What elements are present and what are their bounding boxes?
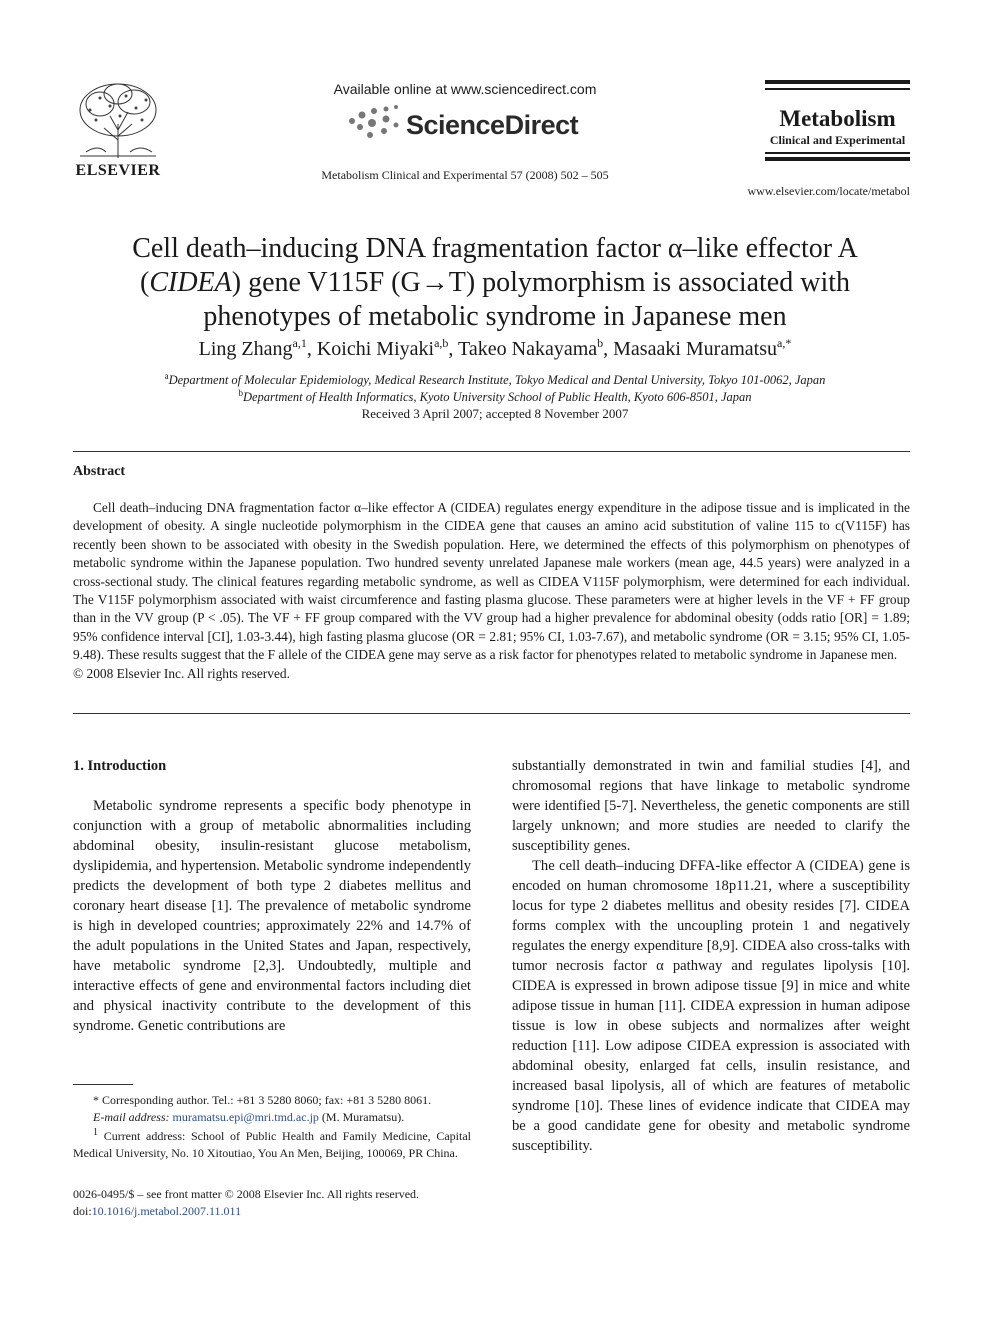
sciencedirect-dots-icon	[346, 103, 410, 143]
front-matter	[73, 1186, 471, 1220]
publisher-wordmark: ELSEVIER	[75, 162, 161, 179]
doi-line: doi:10.1016/j.metabol.2007.11.011	[73, 1204, 242, 1218]
affiliation-b: $^b$Department of Health Informatics, Kyoto University School of Public Health, Kyoto 606-8501, Japan	[238, 388, 752, 405]
affiliation-a: $^a$Department of Molecular Epidemiology, Medical Research Institute, Tokyo Medical and Dental University, Tokyo 101-0062, Japan	[164, 371, 826, 388]
current-address-note: $^1$ Current address: School of Public Health and Family Medicine, Capital Medical University, No. 10 Xitoutiao, You An Men, Beijing, 100069, PR China.	[73, 1127, 472, 1160]
journal-title: Metabolism	[779, 106, 896, 131]
left-column	[73, 796, 471, 1036]
divider	[73, 713, 910, 714]
title-line: Cell death–inducing DNA fragmentation factor α–like effector A	[132, 233, 858, 264]
journal-citation: Metabolism Clinical and Experimental 57 (2008) 502 – 505	[321, 168, 609, 182]
abstract-body	[73, 499, 910, 683]
intro-paragraph: The cell death–inducing DFFA-like effector A (CIDEA) gene is encoded on human chromosome 18p11.21, where a susceptibility locus for type 2 diabetes mellitus and obesity resides [7]. CIDEA forms complex with the uncoupling protein 1 and negatively regulates the energy expenditure [8,9]. CIDEA also cross-talks with tumor necrosis factor α pathway and regulates lipolysis [10]. CIDEA is expressed in brown adipose tissue [9] in mice and white adipose tissue in human [11]. CIDEA expression in human adipose tissue is low in obese subjects and normalizes after weight reduction [11]. Low adipose CIDEA expression is associated with abdominal obesity, enlarged fat cells, insulin resistance, and increased basal lipolysis, all of which are features of metabolic syndrome [10]. These lines of evidence indicate that CIDEA may be a good candidate gene for obesity and metabolic syndrome susceptibility.	[512, 858, 910, 1154]
divider	[73, 451, 910, 452]
abstract-paragraph: Cell death–inducing DNA fragmentation factor α–like effector A (CIDEA) regulates energy expenditure in the adipose tissue and is implicated in the development of obesity. A single nucleotide polymorphism in the CIDEA gene that causes an amino acid substitution of valine 115 to c(V115F) has recently been shown to be associated with obesity in the Swedish population. Here, we determined the effects of this polymorphism on phenotypes of metabolic syndrome within the Japanese population. Two hundred seventy unrelated Japanese male workers (mean age, 44.5 years) were analyzed in a cross-sectional study. The clinical features regarding metabolic syndrome, as well as CIDEA V115F polymorphism, were determined for each individual. The V115F polymorphism associated with waist circumference and fasting plasma glucose. These parameters were at higher levels in the VF + FF group than in the VV group (P < .05). The VF + FF group compared with the VV group had a higher prevalence for abdominal obesity (odds ratio [OR] = 1.89; 95% confidence interval [CI], 1.03-3.44), high fasting plasma glucose (OR = 2.81; 95% CI, 1.03-7.67), and metabolic syndrome (OR = 3.15; 95% CI, 1.05-9.48). These results suggest that the F allele of the CIDEA gene may serve as a risk factor for phenotypes related to metabolic syndrome in Japanese men.	[73, 500, 910, 663]
journal-url[interactable]: www.elsevier.com/locate/metabol	[747, 184, 910, 198]
sciencedirect-wordmark: ScienceDirect	[406, 110, 579, 140]
title-line: (CIDEA) gene V115F (G→T) polymorphism is associated with	[139, 267, 851, 298]
section-heading: 1. Introduction	[73, 758, 167, 774]
author: Masaaki Muramatsu$^{a,*}$	[613, 336, 792, 360]
author: Ling Zhang$^{a,1}$	[198, 336, 307, 360]
copyright: © 2008 Elsevier Inc. All rights reserved.	[73, 665, 290, 681]
corresponding-author-note: * Corresponding author. Tel.: +81 3 5280 8060; fax: +81 3 5280 8061.	[93, 1093, 432, 1107]
author-list: Ling Zhang$^{a,1}$, Koichi Miyaki$^{a,b}$, Takeo Nakayama$^b$, Masaaki Muramatsu$^{a,*}$	[198, 336, 792, 360]
intro-paragraph: substantially demonstrated in twin and familial studies [4], and chromosomal regions that have linkage to metabolic syndrome were identified [5-7]. Nevertheless, the genetic components are still largely unknown; and more studies are needed to clarify the susceptibility genes.	[512, 758, 910, 854]
issn-line: 0026-0495/$ – see front matter © 2008 Elsevier Inc. All rights reserved.	[73, 1187, 420, 1201]
email-note: E-mail address: muramatsu.epi@mri.tmd.ac.jp (M. Muramatsu).	[93, 1109, 405, 1124]
article-title	[80, 232, 910, 334]
abstract-heading: Abstract	[73, 464, 126, 479]
author: Takeo Nakayama$^b$	[458, 336, 604, 360]
footnote-rule	[73, 1084, 133, 1085]
doi-link[interactable]: 10.1016/j.metabol.2007.11.011	[91, 1204, 242, 1218]
journal-rule	[765, 152, 910, 154]
journal-subtitle: Clinical and Experimental	[769, 133, 906, 147]
footnotes	[73, 1092, 471, 1161]
title-line: phenotypes of metabolic syndrome in Japanese men	[203, 301, 787, 332]
received-dates: Received 3 April 2007; accepted 8 November 2007	[361, 406, 629, 421]
right-column	[512, 756, 910, 1156]
journal-rule	[765, 80, 910, 84]
intro-paragraph: Metabolic syndrome represents a specific body phenotype in conjunction with a group of metabolic abnormalities including abdominal obesity, insulin-resistant glucose metabolism, dyslipidemia, and hypertension. Metabolic syndrome independently predicts the development of both type 2 diabetes mellitus and coronary heart disease [1]. The prevalence of metabolic syndrome is high in developed countries; approximately 22% and 14.7% of the adult populations in the United States and Japan, respectively, have metabolic syndrome [2,3]. Undoubtedly, multiple and interactive effects of gene and environmental factors including diet and physical inactivity contribute to the development of this syndrome. Genetic contributions are	[73, 798, 471, 1034]
journal-rule	[765, 88, 910, 90]
journal-rule	[765, 157, 910, 161]
author: Koichi Miyaki$^{a,b}$	[316, 336, 449, 360]
available-online-text: Available online at www.sciencedirect.com	[333, 81, 597, 97]
email-link[interactable]: muramatsu.epi@mri.tmd.ac.jp	[172, 1109, 319, 1124]
